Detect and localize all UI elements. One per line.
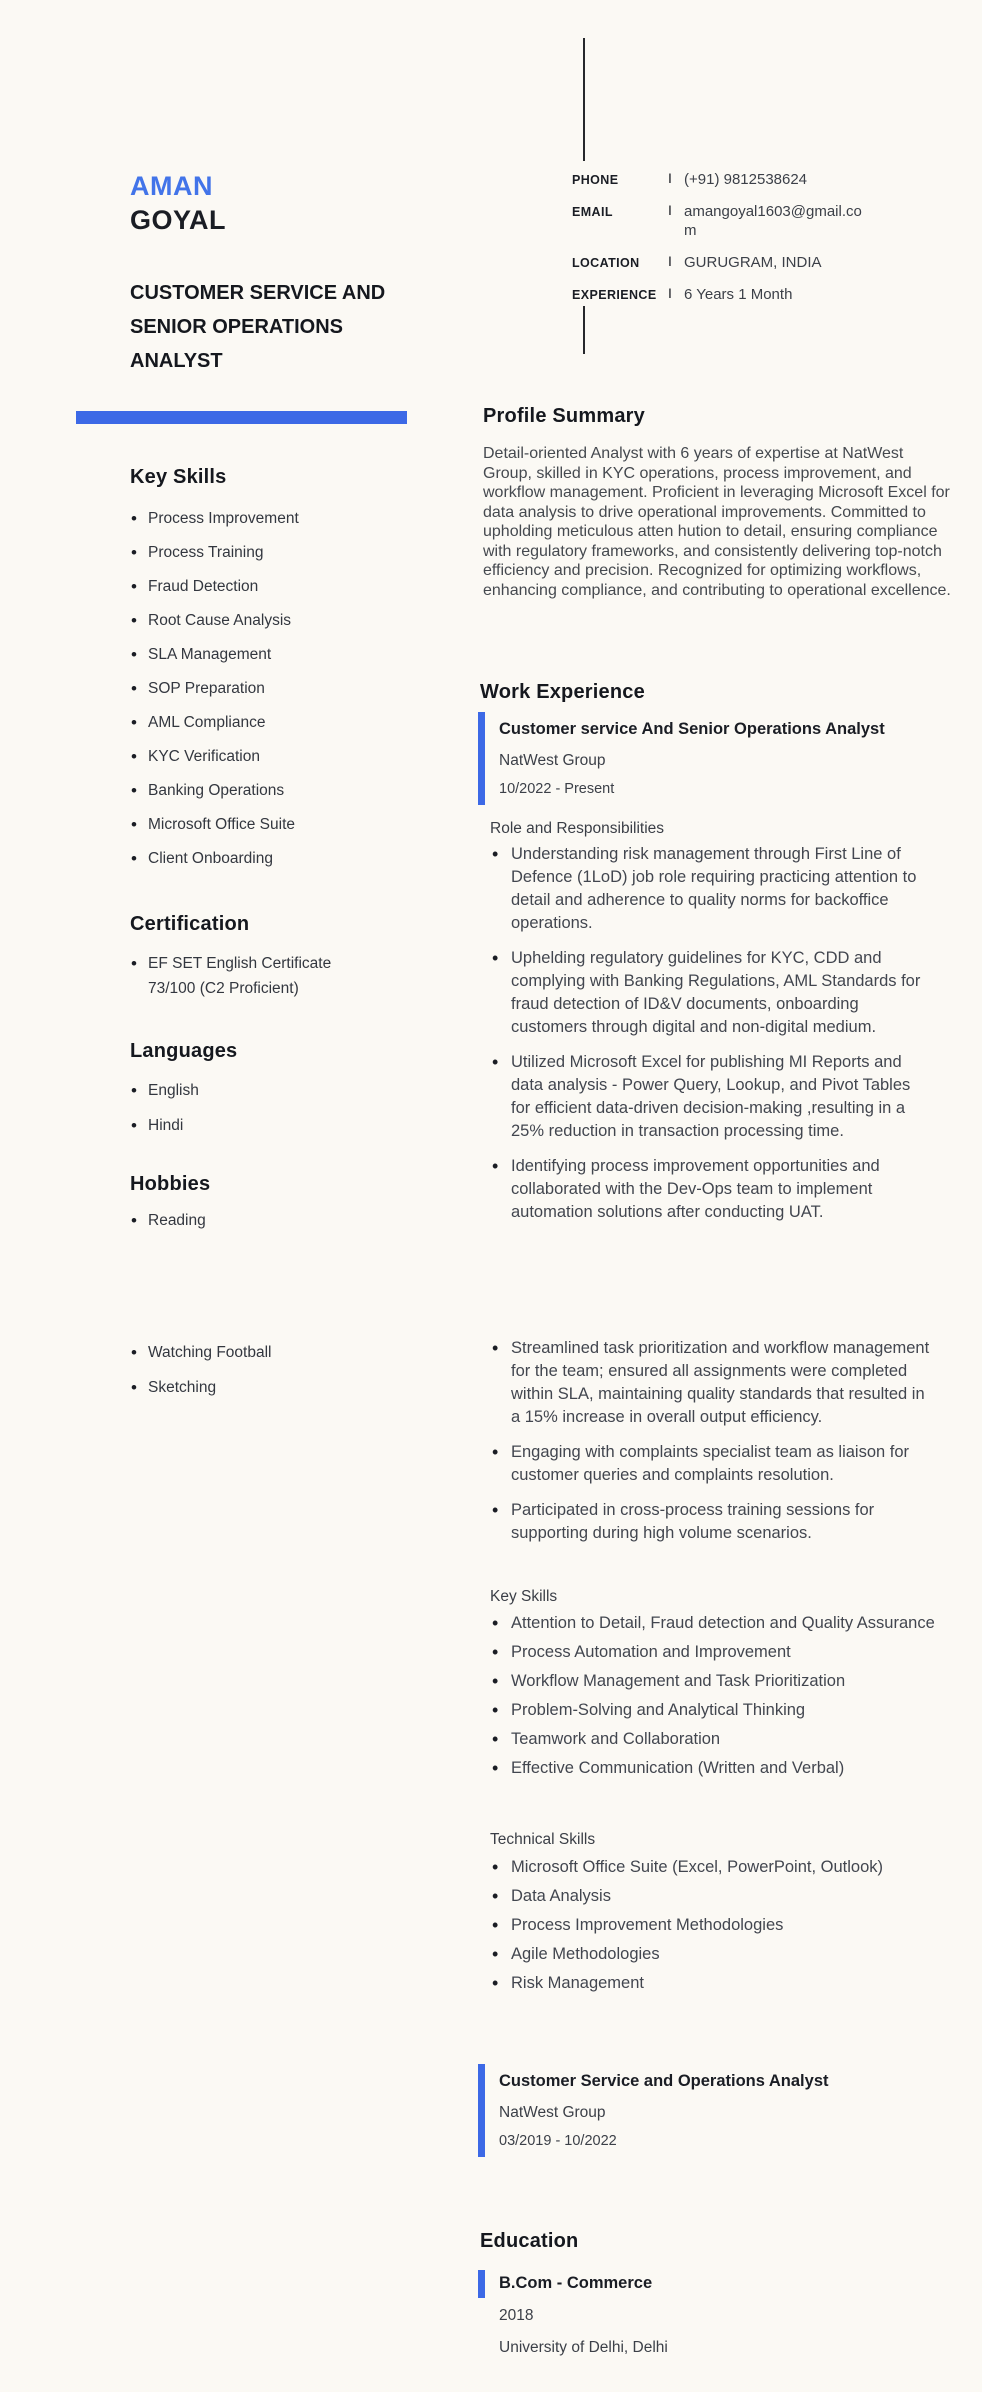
education-entry [478, 2270, 918, 2357]
list-item: • Workflow Management and Task Prioritization [490, 1670, 952, 1693]
list-item: • Uphelding regulatory guidelines for KYC, CDD and complying with Banking Regulations, AML Standards for fraud detection of ID&V documents, onboarding customers through digital and non-digital medium. [490, 947, 930, 1039]
divider-line-top [583, 38, 585, 161]
list-item: • Sketching [130, 1375, 385, 1400]
contact-label: EMAIL [572, 205, 613, 219]
list-item: • Fraud Detection [130, 574, 385, 599]
list-item: • Understanding risk management through First Line of Defence (1LoD) job role requiring practicing attention to detail and adherence to quality norms for backoffice operations. [490, 843, 930, 935]
job-company: NatWest Group [499, 2104, 606, 2121]
job-period: 10/2022 - Present [499, 781, 615, 797]
list-item: • Identifying process improvement opportunities and collaborated with the Dev-Ops team to implement automation solutions after conducting UAT. [490, 1155, 930, 1224]
contact-row-email [572, 202, 892, 240]
list-item: • Attention to Detail, Fraud detection and Quality Assurance [490, 1612, 952, 1635]
list-item: • English [130, 1078, 385, 1103]
contact-separator: I [668, 285, 672, 301]
job-key-skills-list [490, 1612, 952, 1786]
list-item: • SLA Management [130, 642, 385, 667]
list-item: • Agile Methodologies [490, 1943, 952, 1966]
list-item: • Teamwork and Collaboration [490, 1728, 952, 1751]
list-item: • EF SET English Certificate 73/100 (C2 Proficient) [130, 951, 338, 1001]
sidebar-key-skills-list [130, 506, 385, 880]
contact-row-location [572, 253, 892, 272]
list-item: • Reading [130, 1208, 385, 1233]
job-company: NatWest Group [499, 752, 606, 769]
list-item: • KYC Verification [130, 744, 385, 769]
job-entry-2 [478, 2064, 939, 2157]
list-item: • Effective Communication (Written and Verbal) [490, 1757, 952, 1780]
list-item: • Streamlined task prioritization and workflow management for the team; ensured all assignments were completed within SLA, maintaining quality standards that resulted in a 15% increase in overall output efficiency. [490, 1337, 930, 1429]
sidebar-heading-key-skills: Key Skills [130, 466, 227, 488]
contact-separator: I [668, 170, 672, 186]
list-item: • Process Automation and Improvement [490, 1641, 952, 1664]
section-heading-education: Education [480, 2230, 579, 2252]
contact-separator: I [668, 253, 672, 269]
contact-row-experience [572, 285, 892, 304]
sidebar-languages-list [130, 1078, 385, 1148]
list-item: • Process Improvement Methodologies [490, 1914, 952, 1937]
job-key-skills-label: Key Skills [490, 1588, 558, 1605]
education-year: 2018 [499, 2307, 534, 2324]
sidebar-certification-list [130, 951, 338, 1010]
sidebar-hobbies-list [130, 1208, 385, 1242]
contact-row-phone [572, 170, 892, 189]
list-item: • Root Cause Analysis [130, 608, 385, 633]
role-responsibilities-label: Role and Responsibilities [490, 820, 665, 837]
list-item: • Data Analysis [490, 1885, 952, 1908]
list-item: • Engaging with complaints specialist team as liaison for customer queries and complaints resolution. [490, 1441, 930, 1487]
last-name: GOYAL [130, 205, 227, 235]
first-name: AMAN [130, 171, 213, 201]
experience-value: 6 Years 1 Month [684, 286, 793, 303]
sidebar-heading-certification: Certification [130, 913, 250, 935]
technical-skills-list [490, 1856, 952, 2001]
list-item: • Risk Management [490, 1972, 952, 1995]
name-block [130, 170, 226, 238]
list-item: • Watching Football [130, 1340, 385, 1365]
job-title: Customer Service and Operations Analyst [499, 2072, 829, 2090]
list-item: • Client Onboarding [130, 846, 385, 871]
contact-separator: I [668, 202, 672, 218]
job-period: 03/2019 - 10/2022 [499, 2133, 617, 2149]
phone-value: (+91) 9812538624 [684, 171, 808, 188]
header-role-title: CUSTOMER SERVICE AND SENIOR OPERATIONS ANALYST [130, 282, 386, 372]
contact-label: PHONE [572, 173, 619, 187]
list-item: • Participated in cross-process training sessions for supporting during high volume scenarios. [490, 1499, 930, 1545]
list-item: • Process Improvement [130, 506, 385, 531]
section-heading-work-experience: Work Experience [480, 681, 645, 703]
profile-summary-text: Detail-oriented Analyst with 6 years of expertise at NatWest Group, skilled in KYC operations, process improvement, and workflow management. Proficient in leveraging Microsoft Excel for data analysis to drive operational improvements. Committed to upholding meticulous atten hution to detail, ensuring compliance with regulatory frameworks, and consistently delivering top-notch efficiency and precision. Recognized for optimizing workflows, enhancing compliance, and contributing to operational excellence. [483, 445, 951, 599]
list-item: • Hindi [130, 1113, 385, 1138]
email-value: amangoyal1603@gmail.com [684, 203, 862, 239]
contact-label: EXPERIENCE [572, 288, 657, 302]
list-item: • SOP Preparation [130, 676, 385, 701]
job-entry-1 [478, 712, 939, 805]
list-item: • Microsoft Office Suite (Excel, PowerPoint, Outlook) [490, 1856, 952, 1879]
list-item: • Process Training [130, 540, 385, 565]
location-value: GURUGRAM, INDIA [684, 254, 822, 271]
education-degree: B.Com - Commerce [478, 2270, 918, 2298]
sidebar-hobbies-list-continued [130, 1340, 385, 1410]
sidebar-heading-hobbies: Hobbies [130, 1173, 211, 1195]
list-item: • Utilized Microsoft Excel for publishing MI Reports and data analysis - Power Query, Lookup, and Pivot Tables for efficient data-driven decision-making ,resulting in a 25% reduction in transaction processing time. [490, 1051, 930, 1143]
list-item: • Microsoft Office Suite [130, 812, 385, 837]
job-title: Customer service And Senior Operations Analyst [499, 720, 885, 738]
list-item: • Banking Operations [130, 778, 385, 803]
sidebar-heading-languages: Languages [130, 1040, 238, 1062]
education-school: University of Delhi, Delhi [499, 2339, 668, 2356]
contact-label: LOCATION [572, 256, 640, 270]
accent-bar [76, 411, 407, 424]
list-item: • Problem-Solving and Analytical Thinking [490, 1699, 952, 1722]
contact-block [572, 170, 892, 317]
responsibilities-list-part2 [490, 1337, 930, 1557]
responsibilities-list-part1 [490, 843, 930, 1236]
section-heading-profile-summary: Profile Summary [483, 405, 645, 427]
list-item: • AML Compliance [130, 710, 385, 735]
technical-skills-label: Technical Skills [490, 1831, 596, 1848]
